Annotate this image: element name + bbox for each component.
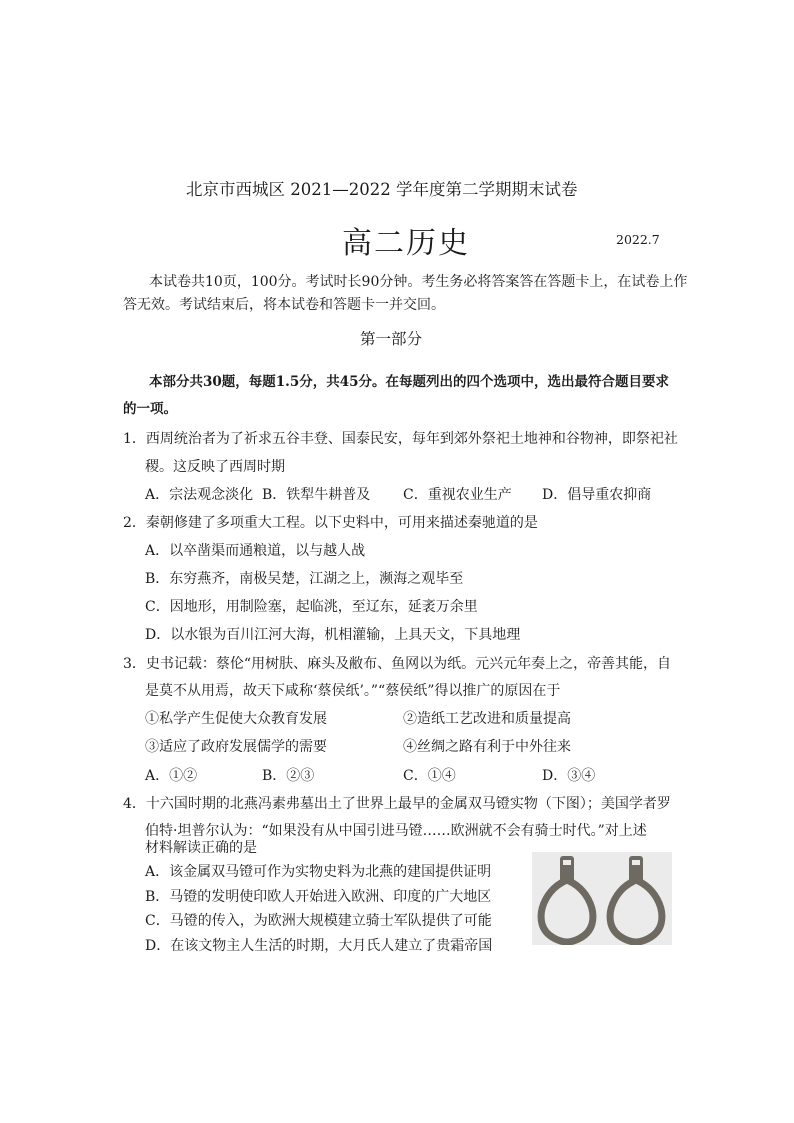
q2-option-d: D．以水银为百川江河大海，机相灌输，上具天文，下具地理	[145, 627, 521, 643]
q3-statement-3: ③适应了政府发展儒学的需要	[145, 739, 327, 755]
q3-option-a: A．①②	[145, 768, 198, 784]
stirrups-illustration	[532, 852, 672, 945]
subject-title: 高二历史	[342, 226, 470, 261]
q1-option-a: A．宗法观念淡化	[145, 487, 254, 503]
q4-stem-line-3: 材料解读正确的是	[145, 840, 257, 856]
instructions-line-2: 答无效。考试结束后，将本试卷和答题卡一并交回。	[123, 297, 445, 313]
q2-option-c: C．因地形，用制险塞，起临洮，至辽东，延袤万余里	[145, 599, 478, 615]
exam-date: 2022.7	[616, 232, 660, 247]
q1-option-b: B．铁犁牛耕普及	[262, 487, 371, 503]
q3-option-d: D．③④	[542, 768, 596, 784]
part-intro-line-1: 本部分共30题，每题1.5分，共45分。在每题列出的四个选项中，选出最符合题目要求	[149, 374, 670, 390]
q4-stem-line-2: 伯特·坦普尔认为：“如果没有从中国引进马镫……欧洲就不会有骑士时代。”对上述	[145, 823, 647, 839]
instructions-line-1: 本试卷共10页，100分。考试时长90分钟。考生务必将答案答在答题卡上，在试卷上作	[149, 274, 688, 290]
q4-option-b: B．马镫的发明使印欧人开始进入欧洲、印度的广大地区	[145, 889, 492, 905]
q3-stem-line-2: 是莫不从用焉，故天下咸称‘蔡侯纸’。”“蔡侯纸”得以推广的原因在于	[145, 683, 561, 699]
exam-title: 北京市西城区 2021—2022 学年度第二学期期末试卷	[186, 180, 578, 199]
q3-statement-1: ①私学产生促使大众教育发展	[145, 711, 327, 727]
q3-stem-line-1: 3．史书记载：蔡伦“用树肤、麻头及敝布、鱼网以为纸。元兴元年奏上之，帝善其能，自	[123, 656, 672, 672]
q4-option-a: A．该金属双马镫可作为实物史料为北燕的建国提供证明	[145, 864, 492, 880]
left-stirrup	[541, 856, 593, 942]
right-stirrup	[610, 856, 662, 942]
part-intro-line-2: 的一项。	[123, 401, 177, 417]
q1-stem-line-2: 稷。这反映了西周时期	[145, 459, 285, 475]
q2-option-b: B．东穷燕齐，南极吴楚，江湖之上，濒海之观毕至	[145, 571, 464, 587]
q1-option-d: D．倡导重农抑商	[542, 487, 652, 503]
q4-stem-line-1: 4．十六国时期的北燕冯素弗墓出土了世界上最早的金属双马镫实物（下图）；美国学者罗	[123, 796, 671, 812]
q2-option-a: A．以卒凿渠而通粮道，以与越人战	[145, 543, 366, 559]
q3-statement-2: ②造纸工艺改进和质量提高	[403, 711, 571, 727]
q3-option-b: B．②③	[262, 768, 315, 784]
q1-stem-line-1: 1．西周统治者为了祈求五谷丰登、国泰民安，每年到郊外祭祀土地神和谷物神，即祭祀社	[123, 431, 678, 447]
q3-option-c: C．①④	[403, 768, 456, 784]
q2-stem: 2．秦朝修建了多项重大工程。以下史料中，可用来描述秦驰道的是	[123, 515, 538, 531]
stirrups-photo	[532, 852, 672, 945]
q4-option-c: C．马镫的传入，为欧洲大规模建立骑士军队提供了可能	[145, 913, 492, 929]
q3-statement-4: ④丝绸之路有利于中外往来	[403, 739, 571, 755]
q1-option-c: C．重视农业生产	[403, 487, 512, 503]
q4-option-d: D．在该文物主人生活的时期，大月氏人建立了贵霜帝国	[145, 938, 493, 954]
part-heading: 第一部分	[360, 330, 423, 348]
